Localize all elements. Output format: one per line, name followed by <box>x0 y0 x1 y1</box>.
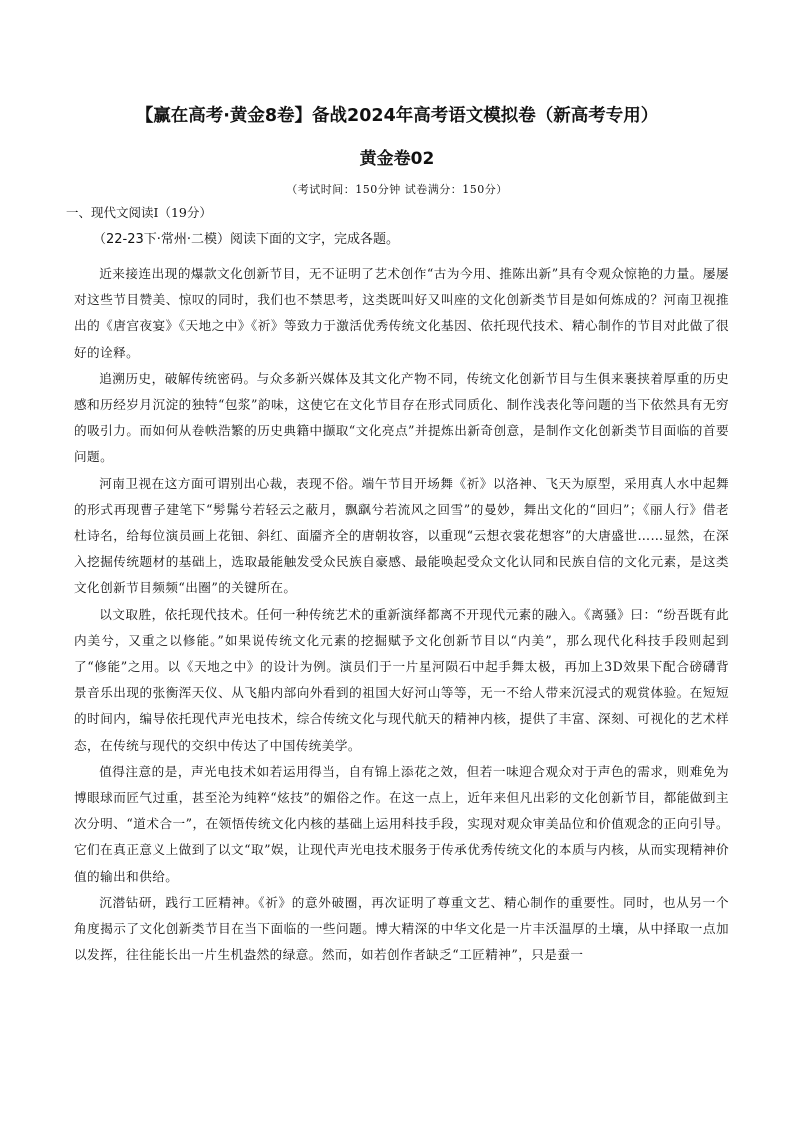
passage-paragraph: 值得注意的是，声光电技术如若运用得当，自有锦上添花之效，但若一味迎合观众对于声色的需求，则难免为博眼球而匠气过重，甚至沦为纯粹“炫技”的媚俗之作。在这一点上，近年来但凡出彩的文化创新节目，都能做到主次分明、“道术合一”，在领悟传统文化内核的基础上运用科技手段，实现对观众审美品位和价值观念的正向引导。它们在真正意义上做到了以文“取”娱，让现代声光电技术服务于传承优秀传统文化的本质与内核，从而实现精神价值的输出和供给。 <box>74 763 729 884</box>
passage-paragraph: 沉潜钻研，践行工匠精神。《祈》的意外破圈，再次证明了尊重文艺、精心制作的重要性。同时，也从另一个角度揭示了文化创新类节目在当下面临的一些问题。博大精深的中华文化是一片丰沃温厚的土壤，从中择取一点加以发挥，往往能长出一片生机盎然的绿意。然而，如若创作者缺乏“工匠精神”，只是蚕一 <box>74 894 729 963</box>
section-heading: 一、现代文阅读Ⅰ（19分） <box>66 205 212 220</box>
passage-paragraph: 追溯历史，破解传统密码。与众多新兴媒体及其文化产物不同，传统文化创新节目与生俱来裹挟着厚重的历史感和历经岁月沉淀的独特“包浆”韵味，这使它在文化节目存在形式同质化、制作浅表化等问题的当下依然具有无穷的吸引力。而如何从卷帙浩繁的历史典籍中撷取“文化亮点”并提炼出新奇创意，是制作文化创新类节目面临的首要问题。 <box>74 370 729 465</box>
paper-subtitle: 黄金卷02 <box>359 149 435 169</box>
reading-passage <box>74 261 729 968</box>
exam-info: （考试时间：150分钟 试卷满分：150分） <box>286 183 508 196</box>
passage-paragraph: 以文取胜，依托现代技术。任何一种传统艺术的重新演绎都离不开现代元素的融入。《离骚》曰：“纷吾既有此内美兮，又重之以修能。”如果说传统文化元素的挖掘赋予文化创新节目以“内美”，那么现代化科技手段则起到了“修能”之用。以《天地之中》的设计为例。演员们于一片星河陨石中起手舞太极，再加上3D效果下配合磅礴背景音乐出现的张衡浑天仪、从飞船内部向外看到的祖国大好河山等等，无一不给人带来沉浸式的观赏体验。在短短的时间内，编导依托现代声光电技术，综合传统文化与现代航天的精神内核，提供了丰富、深刻、可视化的艺术样态，在传统与现代的交织中传达了中国传统美学。 <box>74 606 729 753</box>
passage-paragraph: 河南卫视在这方面可谓别出心裁，表现不俗。端午节目开场舞《祈》以洛神、飞天为原型，采用真人水中起舞的形式再现曹子建笔下“髣髴兮若轻云之蔽月，飘飖兮若流风之回雪”的曼妙，舞出文化的“回归”；《丽人行》借老杜诗名，给每位演员画上花钿、斜红、面靥齐全的唐朝妆容，以重现“云想衣裳花想容”的大唐盛世……显然，在深入挖掘传统题材的基础上，选取最能触发受众民族自豪感、最能唤起受众文化认同和民族自信的文化元素，是这类文化创新节目频频“出圈”的关键所在。 <box>74 475 729 596</box>
question-source: （22-23下·常州·二模）阅读下面的文字，完成各题。 <box>93 232 400 247</box>
passage-paragraph: 近来接连出现的爆款文化创新节目，无不证明了艺术创作“古为今用、推陈出新”具有令观众惊艳的力量。屡屡对这些节目赞美、惊叹的同时，我们也不禁思考，这类既叫好又叫座的文化创新类节目是如何炼成的？河南卫视推出的《唐宫夜宴》《天地之中》《祈》等致力于激活优秀传统文化基因、依托现代技术、精心制作的节目对此做了很好的诠释。 <box>74 266 729 360</box>
exam-title: 【赢在高考·黄金8卷】备战2024年高考语文模拟卷（新高考专用） <box>135 106 659 126</box>
